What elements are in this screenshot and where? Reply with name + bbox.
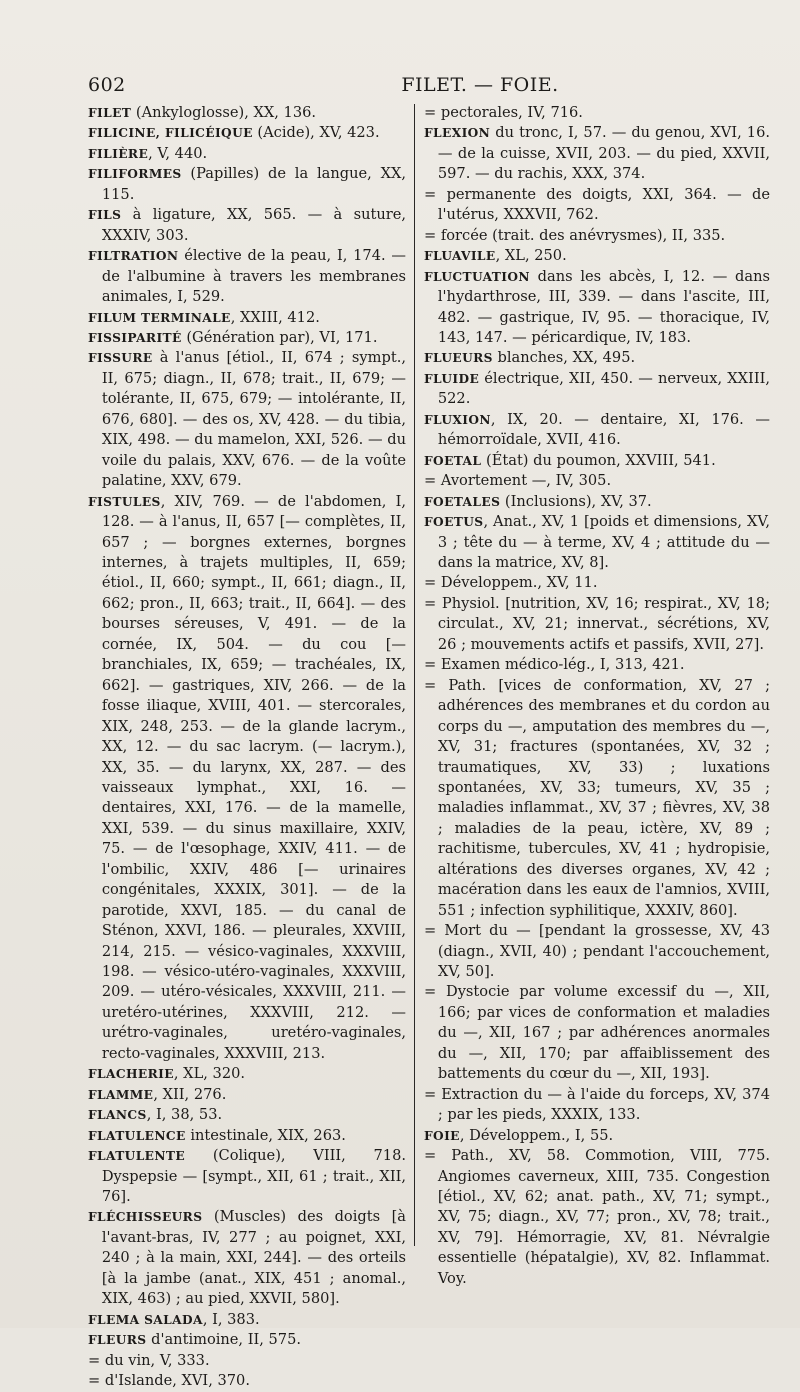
index-entry xyxy=(88,144,406,164)
index-entry xyxy=(424,246,770,266)
entry-text: = Extraction du — à l'aide du forceps, XV, 374 ; par les pieds, XXXIX, 133. xyxy=(424,1085,770,1124)
entry-text: (Inclusions), XV, 37. xyxy=(500,492,652,510)
entry-text: = pectorales, IV, 716. xyxy=(424,104,583,121)
index-entry xyxy=(424,921,770,982)
index-entry xyxy=(88,1085,406,1105)
entry-text: = Physiol. [nutrition, XV, 16; respirat., XV, 18; circulat., XV, 21; innervat., sécrétions, XV, 26 ; mouvements actifs et passifs, XVII, 27]. xyxy=(424,594,770,653)
index-entry xyxy=(88,1351,406,1371)
entry-headword: FOETUS xyxy=(424,515,484,530)
entry-text: , Anat., XV, 1 [poids et dimensions, XV, 3 ; tête du — à terme, XV, 4 ; attitude du — dans la matrice, XV, 8]. xyxy=(437,513,770,571)
entry-headword: FILIFORMES xyxy=(88,167,182,182)
index-entry xyxy=(88,1371,406,1391)
entry-headword: FLUCTUATION xyxy=(424,269,530,284)
entry-text: = Dystocie par volume excessif du —, XII, 166; par vices de conformation et maladies du —, XII, 167 ; par adhérences anormales du —, XII, 170; par affaiblissement des battements du cœur du —, XII, 193]. xyxy=(424,983,770,1083)
index-entry xyxy=(88,103,406,123)
entry-headword: FISSURE xyxy=(88,351,153,366)
index-entry xyxy=(424,103,770,123)
entry-text: (Acide), XV, 423. xyxy=(252,124,380,142)
index-entry xyxy=(88,1207,406,1309)
entry-headword: FLAMME xyxy=(88,1087,154,1102)
index-entry xyxy=(424,1126,770,1146)
index-entry xyxy=(424,512,770,573)
index-entry xyxy=(88,1146,406,1207)
index-entry xyxy=(88,492,406,1065)
index-entry xyxy=(88,1105,406,1125)
index-entry xyxy=(424,1146,770,1289)
entry-text: = Path., XV, 58. Commotion, VIII, 775. Angiomes caverneux, XIII, 735. Congestion [étiol., XV, 62; anat. path., XV, 71; sympt., XV, 75; diagn., XV, 77; pron., XV, 78; trait., XV, 79]. Hémorragie, XV, 81. Névralgie essentielle (hépatalgie), XV, 82. Inflammat. Voy. xyxy=(424,1147,770,1287)
entry-text: , V, 440. xyxy=(148,144,208,162)
entry-text: dans les abcès, I, 12. — dans l'hydarthrose, III, 339. — dans l'ascite, III, 482. — gastrique, IV, 95. — thoracique, IV, 143, 147. — péricardique, IV, 183. xyxy=(437,267,770,346)
entry-headword: FLATULENTE xyxy=(88,1149,186,1164)
entry-text: , Développem., I, 55. xyxy=(459,1126,614,1144)
running-title: FILET. — FOIE. xyxy=(401,74,559,96)
entry-text: (Colique), VIII, 718. Dyspepsie — [sympt., XII, 61 ; trait., XII, 76]. xyxy=(101,1147,406,1206)
index-entry xyxy=(88,205,406,246)
entry-text: électrique, XII, 450. — nerveux, XXIII, 522. xyxy=(437,369,770,408)
index-entry xyxy=(424,226,770,246)
entry-headword: FILET xyxy=(88,106,132,120)
index-entry xyxy=(424,982,770,1084)
entry-text: du tronc, I, 57. — du genou, XVI, 16. — de la cuisse, XVII, 203. — du pied, XXVII, 597. — du rachis, XXX, 374. xyxy=(437,124,770,183)
entry-text: , I, 383. xyxy=(202,1310,260,1328)
index-entry xyxy=(88,1126,406,1146)
index-entry xyxy=(424,594,770,655)
index-entry xyxy=(88,1330,406,1350)
entry-headword: FOIE xyxy=(424,1128,460,1143)
entry-text: = Mort du — [pendant la grossesse, XV, 43 (diagn., XVII, 40) ; pendant l'accouchement, XV, 50]. xyxy=(424,922,770,981)
page-number: 602 xyxy=(88,74,126,96)
index-entry xyxy=(88,123,406,143)
entry-headword: FILIÈRE xyxy=(88,146,149,161)
entry-headword: FILUM TERMINALE xyxy=(88,310,231,325)
running-header xyxy=(88,74,762,102)
entry-text: (État) du poumon, XXVIII, 541. xyxy=(481,451,716,469)
entry-text: , XII, 276. xyxy=(153,1085,227,1103)
entry-headword: FISSIPARITÉ xyxy=(88,330,182,345)
entry-text: élective de la peau, I, 174. — de l'albumine à travers les membranes animales, I, 529. xyxy=(101,247,406,306)
entry-headword: FILICINE, FILICÉIQUE xyxy=(88,126,253,141)
entry-text: = Path. [vices de conformation, XV, 27 ; adhérences des membranes et du cordon au corps du —, amputation des membres du —, XV, 31; fractures (spontanées, XV, 32 ; traumatiques, XV, 33) ; luxations spontanées, XV, 33; tumeurs, XV, 35 ; maladies inflammat., XV, 37 ; fièvres, XV, 38 ; maladies de la peau, ictère, XV, 89 ; rachitisme, tubercules, XV, 41 ; hydropisie, altérations des diverses organes, XV, 42 ; macération dans les eaux de l'amnios, XVIII, 551 ; infection syphilitique, XXXIV, 860]. xyxy=(424,676,770,919)
entry-text: (Génération par), VI, 171. xyxy=(181,328,378,346)
entry-text: blanches, XX, 495. xyxy=(492,349,636,367)
right-column xyxy=(424,103,770,1289)
entry-headword: FLUAVILE xyxy=(424,249,496,264)
entry-headword: FLEMA SALADA xyxy=(88,1312,203,1327)
entry-text: , XXIII, 412. xyxy=(230,308,320,326)
entry-text: d'antimoine, II, 575. xyxy=(146,1331,302,1349)
entry-headword: FLEXION xyxy=(424,126,491,141)
index-entry xyxy=(424,573,770,593)
entry-headword: FLUIDE xyxy=(424,371,480,386)
entry-text: = forcée (trait. des anévrysmes), II, 335. xyxy=(424,226,726,244)
entry-headword: FILTRATION xyxy=(88,249,179,264)
index-entry xyxy=(424,655,770,675)
index-entry xyxy=(424,267,770,349)
entry-headword: FILS xyxy=(88,208,122,223)
entry-headword: FISTULES xyxy=(88,494,161,509)
index-entry xyxy=(88,246,406,307)
entry-text: à ligature, XX, 565. — à suture, XXXIV, 303. xyxy=(101,206,406,244)
entry-text: = Développem., XV, 11. xyxy=(424,574,598,592)
entry-headword: FLANCS xyxy=(88,1108,147,1123)
index-entry xyxy=(88,328,406,348)
entry-headword: FLUXION xyxy=(424,412,491,427)
entry-text: = d'Islande, XVI, 370. xyxy=(88,1372,250,1390)
entry-text: , XL, 320. xyxy=(173,1065,246,1083)
index-entry xyxy=(424,185,770,226)
entry-headword: FLÉCHISSEURS xyxy=(88,1210,203,1225)
index-entry xyxy=(424,410,770,451)
entry-headword: FLEURS xyxy=(88,1333,147,1348)
index-entry xyxy=(424,1085,770,1126)
index-entry xyxy=(424,676,770,921)
entry-text: , XIV, 769. — de l'abdomen, I, 128. — à l'anus, II, 657 [— complètes, II, 657 ; — borgnes externes, borgnes internes, à trajets multiples, II, 659; étiol., II, 660; sympt., II, 661; diagn., II, 662; pron., II, 663; trait., II, 664]. — des bourses séreuses, V, 491. — de la cornée, IX, 504. — du cou [— branchiales, IX, 659; — trachéales, IX, 662]. — gastriques, XIV, 266. — de la fosse iliaque, XVIII, 401. — stercorales, XIX, 248, 253. — de la glande lacrym., XX, 12. — du sac lacrym. (— lacrym.), XX, 35. — du larynx, XX, 287. — des vaisseaux lymphat., XXI, 16. — dentaires, XXI, 176. — de la mamelle, XXI, 539. — du sinus maxillaire, XXIV, 75. — de l'œsophage, XXIV, 411. — de l'ombilic, XXIV, 486 [— urinaires congénitales, XXXIX, 301]. — de la parotide, XXVI, 185. — du canal de Sténon, XXVI, 186. — pleurales, XXVIII, 214, 215. — vésico-vaginales, XXXVIII, 198. — vésico-utéro-vaginales, XXXVIII, 209. — utéro-vésicales, XXXVIII, 211. — uretéro-utérines, XXXVIII, 212. — urétro-vaginales, uretéro-vaginales, recto-vaginales, XXXVIII, 213. xyxy=(101,492,406,1062)
entry-text: = du vin, V, 333. xyxy=(88,1351,210,1369)
entry-text: à l'anus [étiol., II, 674 ; sympt., II, 675; diagn., II, 678; trait., II, 679; — tolérante, II, 675, 679; — intolérante, II, 676, 680]. — des os, XV, 428. — du tibia, XIX, 498. — du mamelon, XXI, 526. — du voile du palais, XXV, 676. — de la voûte palatine, XXV, 679. xyxy=(101,349,406,490)
entry-text: = permanente des doigts, XXI, 364. — de l'utérus, XXXVII, 762. xyxy=(424,185,770,224)
entry-headword: FLACHERIE xyxy=(88,1067,174,1082)
entry-text: (Papilles) de la langue, XX, 115. xyxy=(101,165,406,203)
entry-text: (Ankyloglosse), XX, 136. xyxy=(131,104,317,121)
entry-text: , IX, 20. — dentaire, XI, 176. — hémorroïdale, XVII, 416. xyxy=(437,410,770,449)
index-entry xyxy=(424,471,770,491)
entry-text: , I, 38, 53. xyxy=(146,1106,223,1124)
index-entry xyxy=(424,123,770,184)
index-entry xyxy=(424,492,770,512)
entry-text: intestinale, XIX, 263. xyxy=(185,1126,346,1144)
index-entry xyxy=(424,348,770,368)
entry-text: = Avortement —, IV, 305. xyxy=(424,472,612,490)
entry-headword: FLUEURS xyxy=(424,351,493,366)
index-entry xyxy=(88,1310,406,1330)
index-entry xyxy=(424,451,770,471)
entry-text: = Examen médico-lég., I, 313, 421. xyxy=(424,656,685,674)
entry-headword: FLATULENCE xyxy=(88,1128,186,1143)
index-entry xyxy=(88,308,406,328)
column-divider xyxy=(414,104,415,1246)
index-entry xyxy=(88,1064,406,1084)
entry-text: (Muscles) des doigts [à l'avant-bras, IV, 277 ; au poignet, XXI, 240 ; à la main, XXI, 244]. — des orteils [à la jambe (anat., XIX, 451 ; anomal., XIX, 463) ; au pied, XXVII, 580]. xyxy=(101,1208,406,1308)
index-entry xyxy=(88,164,406,205)
entry-headword: FOETAL xyxy=(424,453,482,468)
index-entry xyxy=(88,348,406,491)
left-column xyxy=(88,103,406,1392)
entry-text: , XL, 250. xyxy=(495,247,567,265)
entry-headword: FOETALES xyxy=(424,494,501,509)
index-entry xyxy=(424,369,770,410)
